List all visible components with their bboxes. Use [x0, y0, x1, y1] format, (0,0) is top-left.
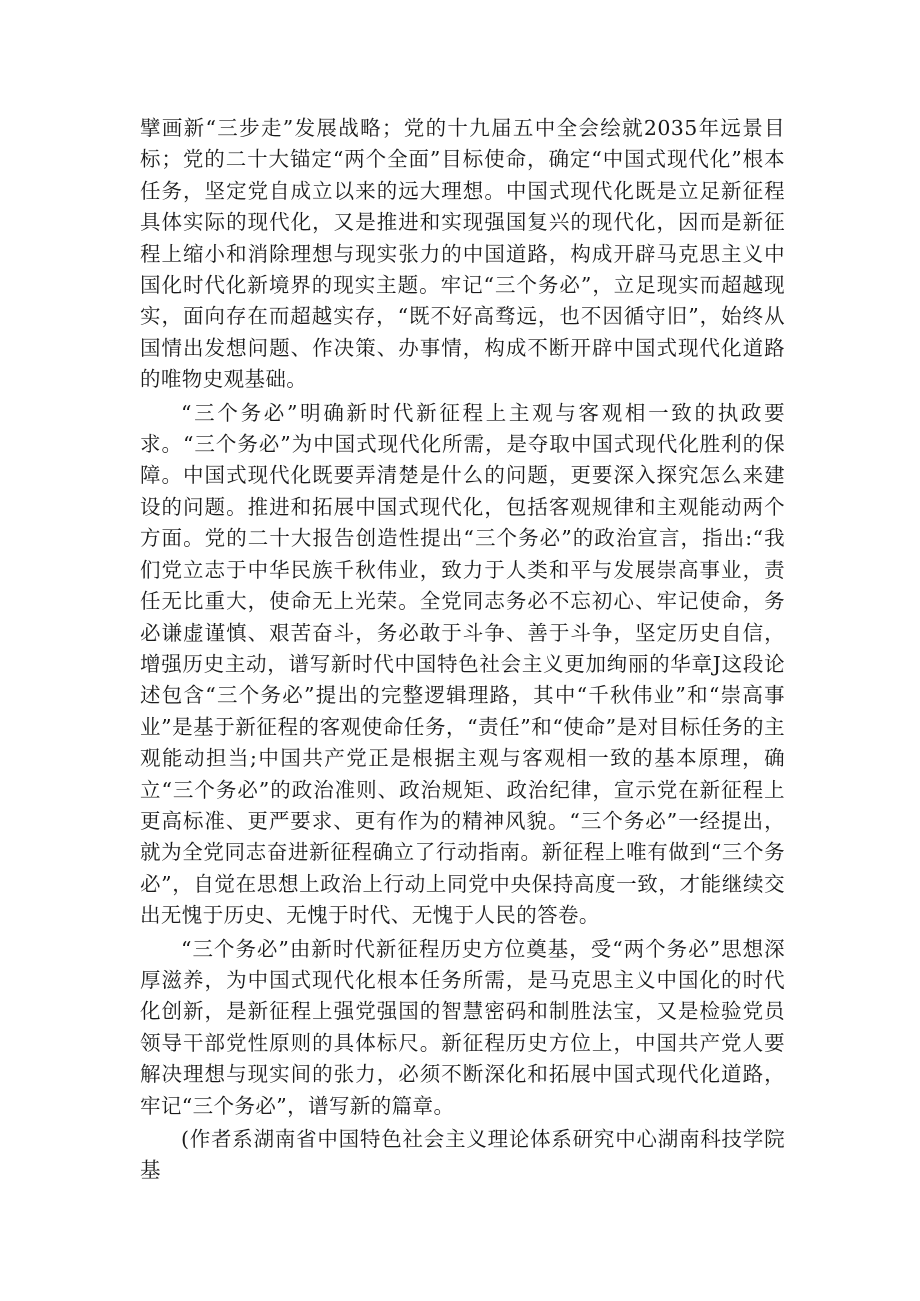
article-body: [140, 113, 785, 1187]
paragraph-author-note: (作者系湖南省中国特色社会主义理论体系研究中心湖南科技学院基: [140, 1127, 785, 1183]
paragraph-governing-requirement: “三个务必”明确新时代新征程上主观与客观相一致的执政要求。“三个务必”为中国式现代化所需，是夺取中国式现代化胜利的保障。中国式现代化既要弄清楚是什么的问题，更要深入探究怎么来建设的问题。推进和拓展中国式现代化，包括客观规律和主观能动两个方面。党的二十大报告创造性提出“三个务必”的政治宣言，指出:“我们党立志于中华民族千秋伟业，致力于人类和平与发展崇高事业，责任无比重大，使命无上光荣。全党同志务必不忘初心、牢记使命，务必谦虚谨慎、艰苦奋斗，务必敢于斗争、善于斗争，坚定历史自信，增强历史主动，谱写新时代中国特色社会主义更加绚丽的华章J这段论述包含“三个务必”提出的完整逻辑理路，其中“千秋伟业”和“崇高事业”是基于新征程的客观使命任务，“责任”和“使命”是对目标任务的主观能动担当;中国共产党正是根据主观与客观相一致的基本原理，确立“三个务必”的政治准则、政治规矩、政治纪律，宣示党在新征程上更高标准、更严要求、更有作为的精神风貌。“三个务必”一经提出，就为全党同志奋进新征程确立了行动指南。新征程上唯有做到“三个务必”，自觉在思想上政治上行动上同党中央保持高度一致，才能继续交出无愧于历史、无愧于时代、无愧于人民的答卷。: [140, 400, 785, 928]
paragraph-conclusion: “三个务必”由新时代新征程历史方位奠基，受“两个务必”思想深厚滋养，为中国式现代化根本任务所需，是马克思主义中国化的时代化创新，是新征程上强党强国的智慧密码和制胜法宝，又是检验党员领导干部党性原则的具体标尺。新征程历史方位上，中国共产党人要解决理想与现实间的张力，必须不断深化和拓展中国式现代化道路，牢记“三个务必”，谱写新的篇章。: [140, 936, 785, 1118]
paragraph-development-strategy: 擘画新“三步走”发展战略；党的十九届五中全会绘就2035年远景目标；党的二十大锚定“两个全面”目标使命，确定“中国式现代化”根本任务，坚定党自成立以来的远大理想。中国式现代化既是立足新征程具体实际的现代化，又是推进和实现强国复兴的现代化，因而是新征程上缩小和消除理想与现实张力的中国道路，构成开辟马克思主义中国化时代化新境界的现实主题。牢记“三个务必”，立足现实而超越现实，面向存在而超越实存，“既不好高骛远，也不因循守旧”，始终从国情出发想问题、作决策、办事情，构成不断开辟中国式现代化道路的唯物史观基础。: [140, 116, 785, 392]
